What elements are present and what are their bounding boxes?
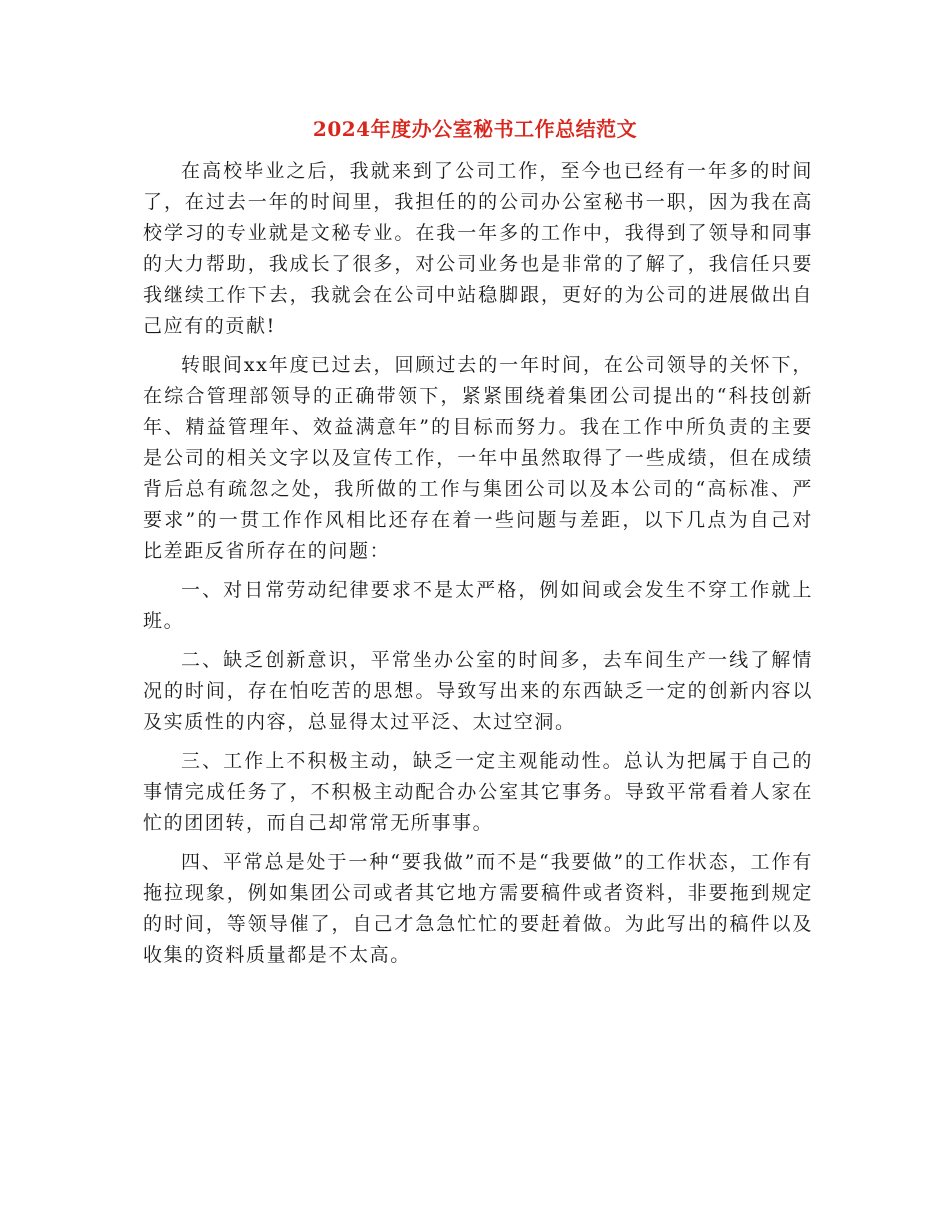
- paragraph-intro: 在高校毕业之后，我就来到了公司工作，至今也已经有一年多的时间了，在过去一年的时间里，我担任的的公司办公室秘书一职，因为我在高校学习的专业就是文秘专业。在我一年多的工作中，我得到了领导和同事的大力帮助，我成长了很多，对公司业务也是非常的了解了，我信任只要我继续工作下去，我就会在公司中站稳脚跟，更好的为公司的进展做出自己应有的贡献!: [143, 160, 813, 337]
- paragraph-review: 转眼间xx年度已过去，回顾过去的一年时间，在公司领导的关怀下，在综合管理部领导的正确带领下，紧紧围绕着集团公司提出的“科技创新年、精益管理年、效益满意年”的目标而努力。我在工作中所负责的主要是公司的相关文字以及宣传工作，一年中虽然取得了一些成绩，但在成绩背后总有疏忽之处，我所做的工作与集团公司以及本公司的“高标准、严要求”的一贯工作作风相比还存在着一些问题与差距，以下几点为自己对比差距反省所存在的问题：: [143, 354, 813, 562]
- document-body: [143, 156, 813, 979]
- paragraph-issue-2: 二、缺乏创新意识，平常坐办公室的时间多，去车间生产一线了解情况的时间，存在怕吃苦的思想。导致写出来的东西缺乏一定的创新内容以及实质性的内容，总显得太过平泛、太过空洞。: [143, 649, 813, 733]
- paragraph-issue-3: 三、工作上不积极主动，缺乏一定主观能动性。总认为把属于自己的事情完成任务了，不积极主动配合办公室其它事务。导致平常看着人家在忙的团团转，而自己却常常无所事事。: [143, 750, 813, 834]
- document-title: 2024年度办公室秘书工作总结范文: [312, 117, 638, 141]
- paragraph-issue-1: 一、对日常劳动纪律要求不是太严格，例如间或会发生不穿工作就上班。: [143, 579, 813, 632]
- paragraph-issue-4: 四、平常总是处于一种“要我做”而不是“我要做”的工作状态，工作有拖拉现象，例如集团公司或者其它地方需要稿件或者资料，非要拖到规定的时间，等领导催了，自己才急急忙忙的要赶着做。为此写出的稿件以及收集的资料质量都是不太高。: [143, 851, 813, 966]
